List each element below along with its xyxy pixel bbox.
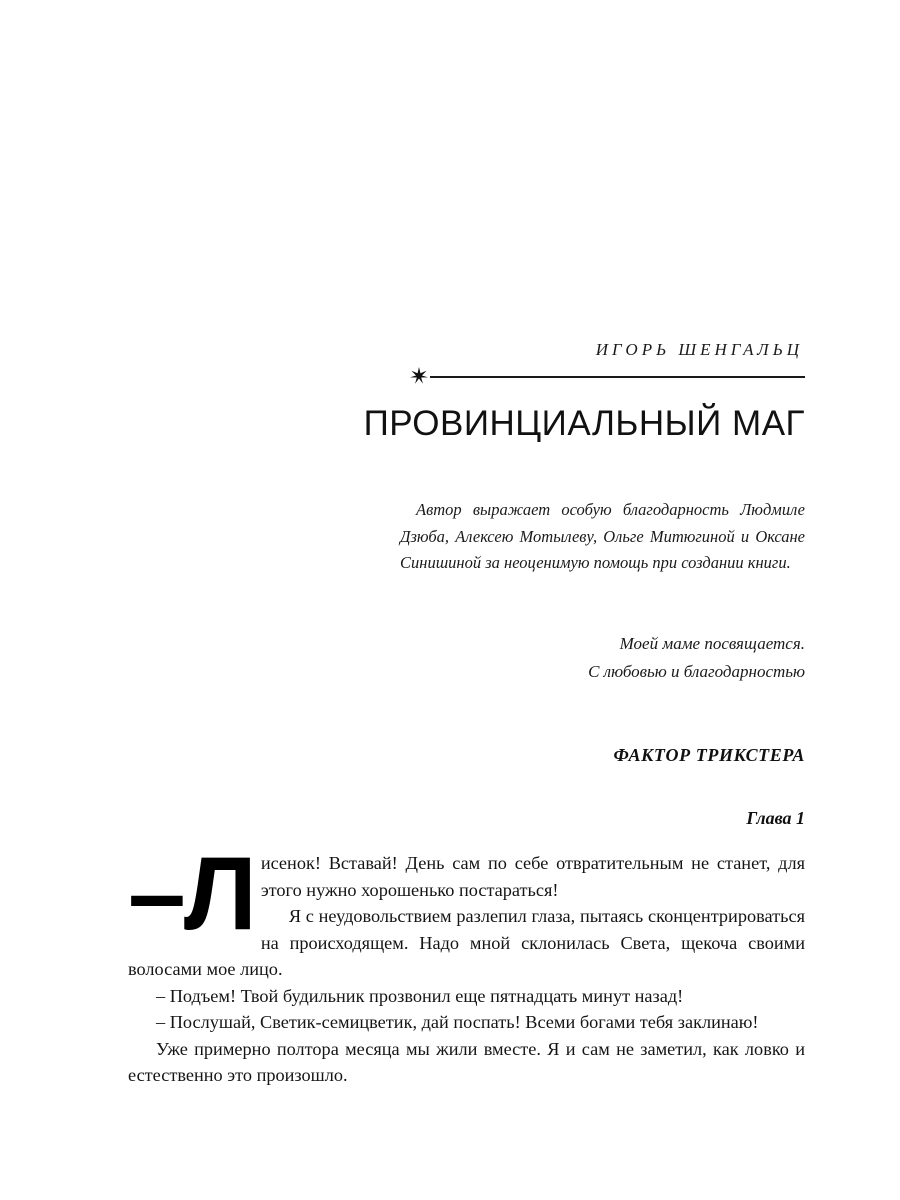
body-text xyxy=(128,836,805,1089)
paragraph: – Послушай, Светик-семицветик, дай поспать! Всеми богами тебя заклинаю! xyxy=(156,1012,759,1033)
paragraph: исенок! Вставай! День сам по себе отвратительным не станет, для этого нужно хорошенько постараться! xyxy=(260,853,805,900)
title-block xyxy=(120,340,805,444)
author-name: ИГОРЬ ШЕНГАЛЬЦ xyxy=(595,340,803,359)
acknowledgement-text: Автор выражает особую благодарность Людмиле Дзюба, Алексею Мотылеву, Ольге Митюгиной и Оксане Синишиной за неоценимую помощь при создании книги. xyxy=(400,500,805,573)
paragraph: Уже примерно полтора месяца мы жили вместе. Я и сам не заметил, как ловко и естественно это произошло. xyxy=(128,1038,805,1086)
drop-cap: –Л xyxy=(128,836,255,952)
part-title: ФАКТОР ТРИКСТЕРА xyxy=(613,745,805,765)
divider-line xyxy=(430,376,805,378)
chapter-title: Глава 1 xyxy=(746,808,805,828)
title-divider xyxy=(410,368,805,386)
dedication-line-1: Моей маме посвящается. xyxy=(619,634,805,653)
paragraph: – Подъем! Твой будильник прозвонил еще пятнадцать минут назад! xyxy=(156,985,684,1006)
paragraph: Я с неудовольствием разлепил глаза, пытаясь сконцентрироваться на происходящем. Надо мной склонилась Света, щекоча своими волосами мое лицо. xyxy=(128,906,805,980)
dedication-block xyxy=(385,630,805,685)
star-icon xyxy=(410,367,428,385)
dedication-line-2: С любовью и благодарностью xyxy=(588,661,805,681)
page-title: ПРОВИНЦИАЛЬНЫЙ МАГ xyxy=(363,404,805,443)
